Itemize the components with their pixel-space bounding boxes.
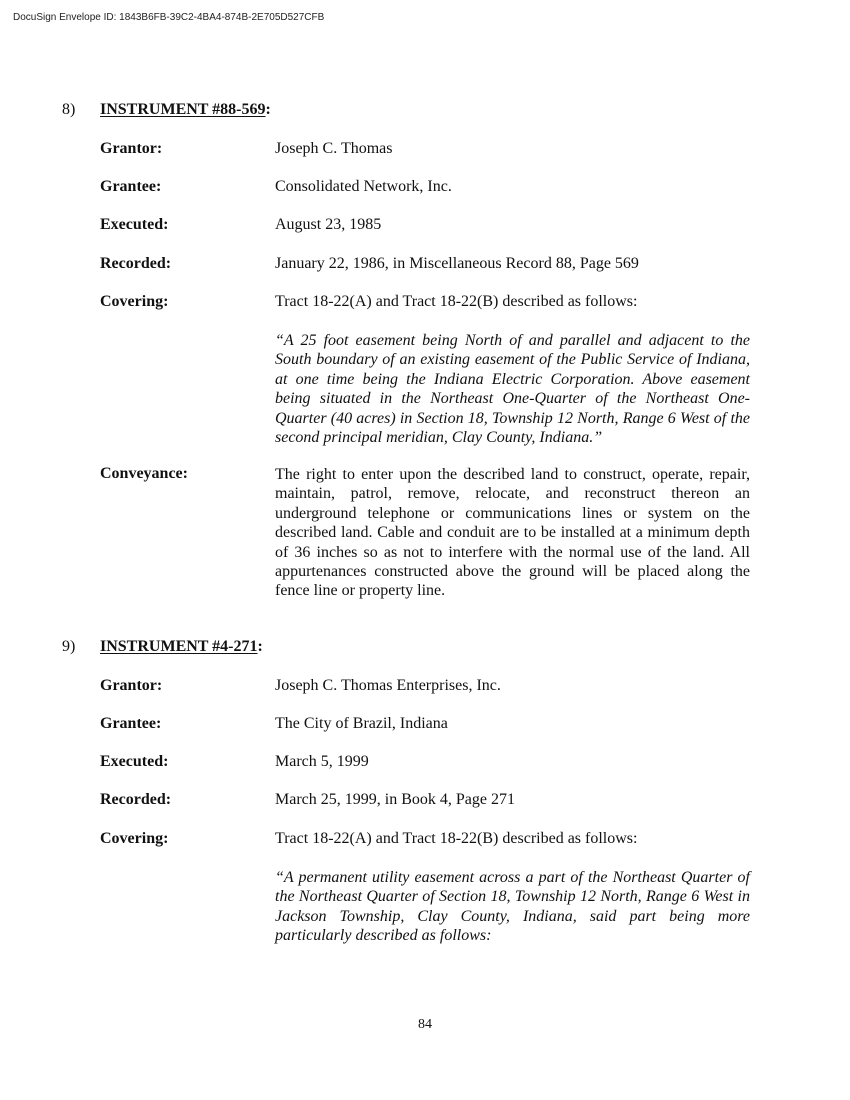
executed-label: Executed: (100, 216, 169, 233)
instrument-9-number: 9) (62, 638, 76, 655)
executed-value: August 23, 1985 (275, 216, 382, 233)
grantor-value: Joseph C. Thomas (275, 140, 393, 157)
covering-label: Covering: (100, 293, 169, 310)
recorded-label: Recorded: (100, 791, 172, 808)
covering-label: Covering: (100, 830, 169, 847)
instrument-8-number: 8) (62, 101, 76, 118)
grantor-label: Grantor: (100, 677, 163, 694)
docusign-envelope-id: DocuSign Envelope ID: 1843B6FB-39C2-4BA4-874B-2E705D527CFB (13, 12, 325, 23)
grantor-label: Grantor: (100, 140, 163, 157)
recorded-value: January 22, 1986, in Miscellaneous Record 88, Page 569 (275, 255, 639, 272)
executed-label: Executed: (100, 753, 169, 770)
instrument-8-heading (62, 101, 271, 119)
instrument-9-title: INSTRUMENT #4-271: (100, 638, 263, 655)
covering-value: Tract 18-22(A) and Tract 18-22(B) described as follows: (275, 293, 638, 310)
instrument-8-conveyance: The right to enter upon the described land to construct, operate, repair, maintain, patrol, remove, relocate, and reconstruct thereon an underground telephone or communications lines or system on the described land. Cable and conduit are to be installed at a minimum depth of 36 inches so as not to interfere with the normal use of the land. All appurtenances constructed above the ground will be placed along the fence line or property line. (275, 466, 750, 600)
covering-value: Tract 18-22(A) and Tract 18-22(B) described as follows: (275, 830, 638, 847)
conveyance-label: Conveyance: (100, 465, 188, 482)
recorded-value: March 25, 1999, in Book 4, Page 271 (275, 791, 515, 808)
instrument-9-heading (62, 638, 263, 656)
grantor-value: Joseph C. Thomas Enterprises, Inc. (275, 677, 501, 694)
instrument-8-description: “A 25 foot easement being North of and parallel and adjacent to the South boundary of an existing easement of the Public Service of Indiana, at one time being the Indiana Electric Corporation. Above easement being situated in the Northeast One-Quarter of the Northeast One-Quarter (40 acres) in Section 18, Township 12 North, Range 6 West of the second principal meridian, Clay County, Indiana.” (275, 332, 750, 447)
instrument-9-description: “A permanent utility easement across a part of the Northeast Quarter of the Northeast Quarter of Section 18, Township 12 North, Range 6 West in Jackson Township, Clay County, Indiana, said part being more particularly described as follows: (275, 869, 750, 945)
executed-value: March 5, 1999 (275, 753, 369, 770)
grantee-value: Consolidated Network, Inc. (275, 178, 452, 195)
grantee-label: Grantee: (100, 178, 162, 195)
page-number: 84 (418, 1017, 432, 1032)
instrument-8-title: INSTRUMENT #88-569: (100, 101, 271, 118)
grantee-label: Grantee: (100, 715, 162, 732)
grantee-value: The City of Brazil, Indiana (275, 715, 448, 732)
recorded-label: Recorded: (100, 255, 172, 272)
